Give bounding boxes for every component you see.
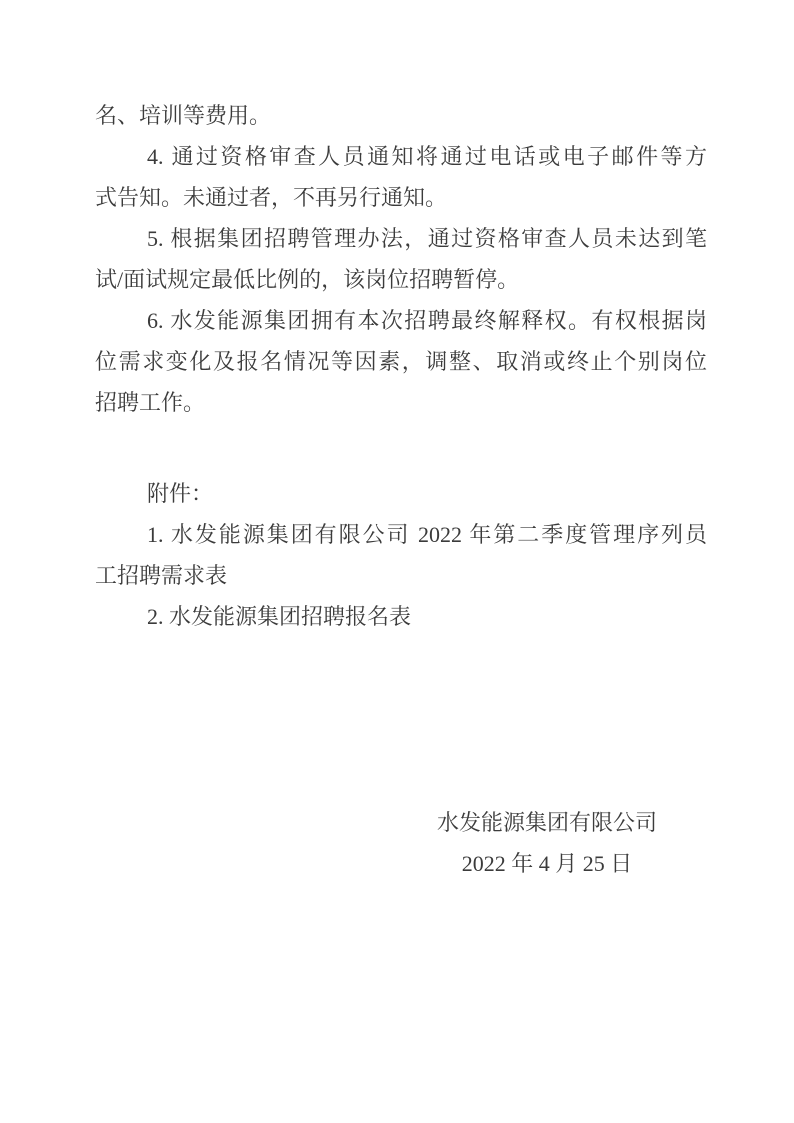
item-6-line-1: 6. 水发能源集团拥有本次招聘最终解释权。有权根据岗 <box>147 308 707 333</box>
signature-company: 水发能源集团有限公司 <box>436 810 657 835</box>
attachment-2: 2. 水发能源集团招聘报名表 <box>147 604 412 629</box>
paragraph-continuation-line: 名、培训等费用。 <box>95 103 272 128</box>
blank-line-spacer <box>95 423 707 473</box>
signature-block <box>437 802 657 884</box>
item-6-line-3: 招聘工作。 <box>95 390 206 415</box>
item-5-line-2: 试/面试规定最低比例的，该岗位招聘暂停。 <box>95 267 520 292</box>
item-6-line-2: 位需求变化及报名情况等因素，调整、取消或终止个别岗位 <box>95 349 707 374</box>
attachment-1-line-1: 1. 水发能源集团有限公司 2022 年第二季度管理序列员 <box>147 522 707 547</box>
item-4-line-2: 式告知。未通过者，不再另行通知。 <box>95 185 448 210</box>
attachment-1-line-2: 工招聘需求表 <box>95 563 228 588</box>
item-4-line-1: 4. 通过资格审查人员通知将通过电话或电子邮件等方 <box>147 144 707 169</box>
signature-date: 2022 年 4 月 25 日 <box>461 851 633 876</box>
document-body <box>95 95 707 884</box>
attachments-heading: 附件： <box>147 481 214 506</box>
item-5-line-1: 5. 根据集团招聘管理办法，通过资格审查人员未达到笔 <box>147 226 707 251</box>
